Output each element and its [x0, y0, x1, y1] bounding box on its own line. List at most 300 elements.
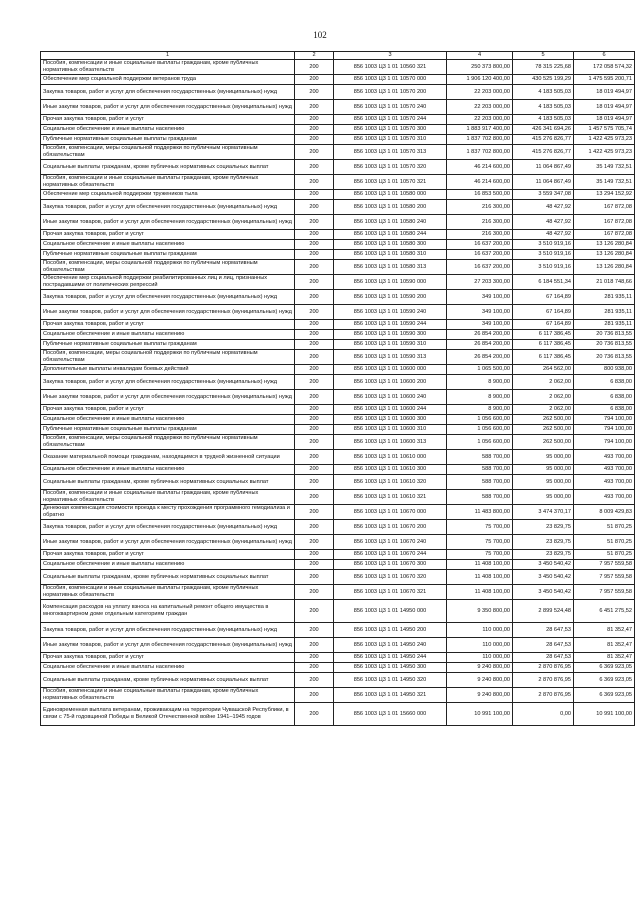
row-executed-amount: 95 000,00 — [513, 465, 574, 475]
row-name: Иные закупки товаров, работ и услуг для обеспечения государственных (муниципальных) нужд — [41, 305, 295, 320]
table-row — [41, 560, 635, 570]
row-classification-code: 856 1003 Ц3 1 01 10570 300 — [334, 125, 447, 135]
table-row — [41, 653, 635, 663]
row-approved-amount: 22 203 000,00 — [447, 85, 513, 100]
row-remaining-amount: 493 700,00 — [574, 450, 635, 465]
row-name: Социальные выплаты гражданам, кроме публичных нормативных социальных выплат — [41, 673, 295, 688]
row-executed-amount: 2 062,00 — [513, 390, 574, 405]
row-executed-amount: 28 647,53 — [513, 653, 574, 663]
table-row — [41, 75, 635, 85]
budget-table — [40, 51, 635, 726]
row-remaining-amount: 13 126 280,84 — [574, 250, 635, 260]
row-approved-amount: 26 854 200,00 — [447, 340, 513, 350]
row-classification-code: 856 1003 Ц3 1 01 10600 200 — [334, 375, 447, 390]
row-classification-code: 856 1003 Ц3 1 01 10570 321 — [334, 175, 447, 190]
table-row — [41, 638, 635, 653]
table-row — [41, 475, 635, 490]
row-line-code: 200 — [295, 250, 334, 260]
row-remaining-amount: 1 475 595 200,71 — [574, 75, 635, 85]
row-classification-code: 856 1003 Ц3 1 01 14950 320 — [334, 673, 447, 688]
row-remaining-amount: 281 935,11 — [574, 290, 635, 305]
row-classification-code: 856 1003 Ц3 1 01 10590 000 — [334, 275, 447, 290]
row-name: Пособия, компенсации и иные социальные выплаты гражданам, кроме публичных нормативных обязательств — [41, 175, 295, 190]
row-approved-amount: 1 056 600,00 — [447, 435, 513, 450]
row-line-code: 200 — [295, 240, 334, 250]
row-line-code: 200 — [295, 275, 334, 290]
row-executed-amount: 6 117 386,45 — [513, 340, 574, 350]
table-row — [41, 375, 635, 390]
row-line-code: 200 — [295, 365, 334, 375]
header-col-1: 1 — [41, 52, 295, 60]
row-remaining-amount: 51 870,25 — [574, 550, 635, 560]
row-remaining-amount: 281 935,11 — [574, 320, 635, 330]
header-col-6: 6 — [574, 52, 635, 60]
table-row — [41, 415, 635, 425]
row-classification-code: 856 1003 Ц3 1 01 10570 200 — [334, 85, 447, 100]
row-name: Пособия, компенсации и иные социальные выплаты гражданам, кроме публичных нормативных обязательств — [41, 585, 295, 600]
row-classification-code: 856 1003 Ц3 1 01 10600 310 — [334, 425, 447, 435]
row-remaining-amount: 6 369 923,05 — [574, 663, 635, 673]
row-line-code: 200 — [295, 125, 334, 135]
row-line-code: 200 — [295, 663, 334, 673]
row-executed-amount: 3 450 540,42 — [513, 570, 574, 585]
row-executed-amount: 3 510 919,16 — [513, 260, 574, 275]
row-line-code: 200 — [295, 585, 334, 600]
row-remaining-amount: 493 700,00 — [574, 465, 635, 475]
row-line-code: 200 — [295, 465, 334, 475]
row-executed-amount: 11 064 867,49 — [513, 160, 574, 175]
row-name: Социальное обеспечение и иные выплаты населению — [41, 240, 295, 250]
row-name: Публичные нормативные социальные выплаты гражданам — [41, 135, 295, 145]
table-row — [41, 703, 635, 726]
row-classification-code: 856 1003 Ц3 1 01 10570 000 — [334, 75, 447, 85]
row-remaining-amount: 18 019 494,97 — [574, 100, 635, 115]
row-name: Закупка товаров, работ и услуг для обеспечения государственных (муниципальных) нужд — [41, 200, 295, 215]
row-approved-amount: 9 240 800,00 — [447, 673, 513, 688]
row-name: Социальное обеспечение и иные выплаты населению — [41, 330, 295, 340]
row-approved-amount: 46 214 600,00 — [447, 160, 513, 175]
row-name: Пособия, компенсации, меры социальной поддержки по публичным нормативным обязательствам — [41, 350, 295, 365]
row-executed-amount: 2 062,00 — [513, 375, 574, 390]
row-line-code: 200 — [295, 435, 334, 450]
row-executed-amount: 0,00 — [513, 703, 574, 726]
row-executed-amount: 67 164,89 — [513, 305, 574, 320]
table-row — [41, 85, 635, 100]
row-approved-amount: 1 837 702 800,00 — [447, 135, 513, 145]
table-row — [41, 390, 635, 405]
row-remaining-amount: 51 870,25 — [574, 520, 635, 535]
row-approved-amount: 75 700,00 — [447, 520, 513, 535]
table-row — [41, 135, 635, 145]
row-line-code: 200 — [295, 415, 334, 425]
table-header-row — [41, 52, 635, 60]
row-line-code: 200 — [295, 115, 334, 125]
row-executed-amount: 262 500,00 — [513, 415, 574, 425]
row-executed-amount: 262 500,00 — [513, 425, 574, 435]
row-executed-amount: 4 183 505,03 — [513, 85, 574, 100]
table-row — [41, 425, 635, 435]
row-approved-amount: 46 214 600,00 — [447, 175, 513, 190]
table-row — [41, 673, 635, 688]
row-classification-code: 856 1003 Ц3 1 01 10590 200 — [334, 290, 447, 305]
row-classification-code: 856 1003 Ц3 1 01 10600 300 — [334, 415, 447, 425]
table-row — [41, 275, 635, 290]
row-executed-amount: 95 000,00 — [513, 475, 574, 490]
row-approved-amount: 349 100,00 — [447, 320, 513, 330]
row-line-code: 200 — [295, 535, 334, 550]
row-remaining-amount: 20 736 813,55 — [574, 350, 635, 365]
row-remaining-amount: 20 736 813,55 — [574, 330, 635, 340]
row-line-code: 200 — [295, 340, 334, 350]
table-row — [41, 550, 635, 560]
row-remaining-amount: 167 872,08 — [574, 215, 635, 230]
row-remaining-amount: 794 100,00 — [574, 425, 635, 435]
row-line-code: 200 — [295, 505, 334, 520]
row-remaining-amount: 6 369 923,05 — [574, 673, 635, 688]
row-line-code: 200 — [295, 475, 334, 490]
row-executed-amount: 23 829,75 — [513, 550, 574, 560]
row-executed-amount: 4 183 505,03 — [513, 115, 574, 125]
row-executed-amount: 28 647,53 — [513, 638, 574, 653]
row-executed-amount: 415 276 826,77 — [513, 135, 574, 145]
row-name: Иные закупки товаров, работ и услуг для обеспечения государственных (муниципальных) нужд — [41, 638, 295, 653]
table-row — [41, 490, 635, 505]
row-classification-code: 856 1003 Ц3 1 01 10570 313 — [334, 145, 447, 160]
row-classification-code: 856 1003 Ц3 1 01 10600 240 — [334, 390, 447, 405]
row-remaining-amount: 794 100,00 — [574, 415, 635, 425]
row-name: Закупка товаров, работ и услуг для обеспечения государственных (муниципальных) нужд — [41, 520, 295, 535]
row-executed-amount: 3 510 919,16 — [513, 250, 574, 260]
row-remaining-amount: 493 700,00 — [574, 490, 635, 505]
row-remaining-amount: 13 126 280,84 — [574, 240, 635, 250]
row-approved-amount: 588 700,00 — [447, 490, 513, 505]
row-line-code: 200 — [295, 145, 334, 160]
row-remaining-amount: 800 938,00 — [574, 365, 635, 375]
row-approved-amount: 250 373 800,00 — [447, 60, 513, 75]
row-classification-code: 856 1003 Ц3 1 01 10590 300 — [334, 330, 447, 340]
row-name: Социальные выплаты гражданам, кроме публичных нормативных социальных выплат — [41, 160, 295, 175]
row-executed-amount: 48 427,92 — [513, 215, 574, 230]
row-executed-amount: 3 559 347,08 — [513, 190, 574, 200]
row-classification-code: 856 1003 Ц3 1 01 10610 321 — [334, 490, 447, 505]
row-name: Компенсация расходов на уплату взноса на капитальный ремонт общего имущества в многоквартирном доме отдельным категориям граждан — [41, 600, 295, 623]
row-line-code: 200 — [295, 330, 334, 340]
row-line-code: 200 — [295, 230, 334, 240]
row-name: Иные закупки товаров, работ и услуг для обеспечения государственных (муниципальных) нужд — [41, 390, 295, 405]
row-classification-code: 856 1003 Ц3 1 01 10670 321 — [334, 585, 447, 600]
header-col-4: 4 — [447, 52, 513, 60]
row-line-code: 200 — [295, 375, 334, 390]
row-executed-amount: 2 870 876,95 — [513, 688, 574, 703]
row-classification-code: 856 1003 Ц3 1 01 10670 240 — [334, 535, 447, 550]
row-line-code: 200 — [295, 190, 334, 200]
row-classification-code: 856 1003 Ц3 1 01 14950 000 — [334, 600, 447, 623]
row-executed-amount: 3 474 370,17 — [513, 505, 574, 520]
row-executed-amount: 95 000,00 — [513, 490, 574, 505]
table-row — [41, 260, 635, 275]
row-approved-amount: 75 700,00 — [447, 550, 513, 560]
table-row — [41, 115, 635, 125]
table-row — [41, 125, 635, 135]
row-name: Пособия, компенсации, меры социальной поддержки по публичным нормативным обязательствам — [41, 260, 295, 275]
row-classification-code: 856 1003 Ц3 1 01 10570 244 — [334, 115, 447, 125]
row-line-code: 200 — [295, 350, 334, 365]
table-row — [41, 290, 635, 305]
row-remaining-amount: 172 058 574,32 — [574, 60, 635, 75]
row-approved-amount: 110 000,00 — [447, 638, 513, 653]
row-remaining-amount: 6 451 275,52 — [574, 600, 635, 623]
row-executed-amount: 2 870 876,95 — [513, 663, 574, 673]
row-remaining-amount: 13 294 152,92 — [574, 190, 635, 200]
row-name: Пособия, компенсации и иные социальные выплаты гражданам, кроме публичных нормативных обязательств — [41, 688, 295, 703]
row-approved-amount: 1 056 600,00 — [447, 425, 513, 435]
row-remaining-amount: 13 126 280,84 — [574, 260, 635, 275]
row-name: Публичные нормативные социальные выплаты гражданам — [41, 425, 295, 435]
row-executed-amount: 28 647,53 — [513, 623, 574, 638]
row-approved-amount: 10 991 100,00 — [447, 703, 513, 726]
row-line-code: 200 — [295, 638, 334, 653]
row-line-code: 200 — [295, 60, 334, 75]
row-remaining-amount: 51 870,25 — [574, 535, 635, 550]
row-remaining-amount: 18 019 494,97 — [574, 85, 635, 100]
row-remaining-amount: 167 872,08 — [574, 200, 635, 215]
row-name: Социальное обеспечение и иные выплаты населению — [41, 125, 295, 135]
row-classification-code: 856 1003 Ц3 1 01 10570 240 — [334, 100, 447, 115]
table-row — [41, 365, 635, 375]
row-classification-code: 856 1003 Ц3 1 01 10610 300 — [334, 465, 447, 475]
row-classification-code: 856 1003 Ц3 1 01 10590 240 — [334, 305, 447, 320]
table-row — [41, 175, 635, 190]
row-executed-amount: 2 870 876,95 — [513, 673, 574, 688]
table-row — [41, 320, 635, 330]
row-remaining-amount: 81 352,47 — [574, 653, 635, 663]
row-approved-amount: 1 837 702 800,00 — [447, 145, 513, 160]
row-approved-amount: 1 056 600,00 — [447, 415, 513, 425]
table-row — [41, 405, 635, 415]
row-classification-code: 856 1003 Ц3 1 01 10570 310 — [334, 135, 447, 145]
row-approved-amount: 216 300,00 — [447, 215, 513, 230]
row-name: Единовременная выплата ветеранам, проживающим на территории Чувашской Республики, в связи с 75-й годовщиной Победы в Великой Отечественной войне 1941–1945 годов — [41, 703, 295, 726]
row-executed-amount: 67 164,89 — [513, 290, 574, 305]
row-line-code: 200 — [295, 200, 334, 215]
table-row — [41, 160, 635, 175]
row-remaining-amount: 81 352,47 — [574, 623, 635, 638]
row-executed-amount: 48 427,92 — [513, 230, 574, 240]
row-approved-amount: 1 883 917 400,00 — [447, 125, 513, 135]
table-row — [41, 465, 635, 475]
row-remaining-amount: 21 018 748,66 — [574, 275, 635, 290]
row-approved-amount: 216 300,00 — [447, 200, 513, 215]
row-name: Пособия, компенсации и иные социальные выплаты гражданам, кроме публичных нормативных обязательств — [41, 60, 295, 75]
row-classification-code: 856 1003 Ц3 1 01 10570 320 — [334, 160, 447, 175]
row-line-code: 200 — [295, 550, 334, 560]
table-row — [41, 250, 635, 260]
row-approved-amount: 349 100,00 — [447, 305, 513, 320]
row-approved-amount: 8 900,00 — [447, 390, 513, 405]
row-name: Прочая закупка товаров, работ и услуг — [41, 653, 295, 663]
row-name: Прочая закупка товаров, работ и услуг — [41, 115, 295, 125]
row-line-code: 200 — [295, 490, 334, 505]
table-row — [41, 663, 635, 673]
row-executed-amount: 4 183 505,03 — [513, 100, 574, 115]
row-name: Социальные выплаты гражданам, кроме публичных нормативных социальных выплат — [41, 475, 295, 490]
table-row — [41, 535, 635, 550]
row-executed-amount: 6 117 386,45 — [513, 330, 574, 340]
row-classification-code: 856 1003 Ц3 1 01 10610 320 — [334, 475, 447, 490]
row-executed-amount: 23 829,75 — [513, 535, 574, 550]
row-approved-amount: 8 900,00 — [447, 405, 513, 415]
row-classification-code: 856 1003 Ц3 1 01 14950 200 — [334, 623, 447, 638]
row-approved-amount: 588 700,00 — [447, 465, 513, 475]
row-name: Публичные нормативные социальные выплаты гражданам — [41, 340, 295, 350]
row-classification-code: 856 1003 Ц3 1 01 10590 310 — [334, 340, 447, 350]
row-remaining-amount: 18 019 494,97 — [574, 115, 635, 125]
row-name: Социальное обеспечение и иные выплаты населению — [41, 465, 295, 475]
table-row — [41, 305, 635, 320]
row-classification-code: 856 1003 Ц3 1 01 10580 240 — [334, 215, 447, 230]
row-remaining-amount: 6 838,00 — [574, 405, 635, 415]
row-approved-amount: 11 483 800,00 — [447, 505, 513, 520]
row-executed-amount: 6 117 386,45 — [513, 350, 574, 365]
row-name: Закупка товаров, работ и услуг для обеспечения государственных (муниципальных) нужд — [41, 623, 295, 638]
row-name: Закупка товаров, работ и услуг для обеспечения государственных (муниципальных) нужд — [41, 290, 295, 305]
row-name: Прочая закупка товаров, работ и услуг — [41, 550, 295, 560]
row-approved-amount: 349 100,00 — [447, 290, 513, 305]
table-row — [41, 585, 635, 600]
row-name: Оказание материальной помощи гражданам, находящимся в трудной жизненной ситуации — [41, 450, 295, 465]
table-row — [41, 623, 635, 638]
row-classification-code: 856 1003 Ц3 1 01 15660 000 — [334, 703, 447, 726]
row-classification-code: 856 1003 Ц3 1 01 14950 244 — [334, 653, 447, 663]
row-executed-amount: 264 562,00 — [513, 365, 574, 375]
table-row — [41, 230, 635, 240]
table-row — [41, 60, 635, 75]
row-classification-code: 856 1003 Ц3 1 01 10600 244 — [334, 405, 447, 415]
table-row — [41, 450, 635, 465]
row-line-code: 200 — [295, 100, 334, 115]
row-classification-code: 856 1003 Ц3 1 01 10580 200 — [334, 200, 447, 215]
row-line-code: 200 — [295, 520, 334, 535]
row-name: Прочая закупка товаров, работ и услуг — [41, 230, 295, 240]
row-approved-amount: 75 700,00 — [447, 535, 513, 550]
row-line-code: 200 — [295, 600, 334, 623]
row-line-code: 200 — [295, 135, 334, 145]
table-row — [41, 200, 635, 215]
row-executed-amount: 2 899 524,48 — [513, 600, 574, 623]
row-line-code: 200 — [295, 215, 334, 230]
row-executed-amount: 6 184 551,34 — [513, 275, 574, 290]
row-remaining-amount: 794 100,00 — [574, 435, 635, 450]
row-executed-amount: 426 341 694,26 — [513, 125, 574, 135]
row-executed-amount: 3 450 540,42 — [513, 560, 574, 570]
row-classification-code: 856 1003 Ц3 1 01 10600 000 — [334, 365, 447, 375]
table-row — [41, 435, 635, 450]
row-remaining-amount: 10 991 100,00 — [574, 703, 635, 726]
row-approved-amount: 9 240 800,00 — [447, 688, 513, 703]
row-approved-amount: 22 203 000,00 — [447, 100, 513, 115]
row-remaining-amount: 1 422 425 973,23 — [574, 135, 635, 145]
table-row — [41, 100, 635, 115]
page-number: 102 — [313, 30, 327, 40]
row-line-code: 200 — [295, 688, 334, 703]
table-row — [41, 350, 635, 365]
row-name: Иные закупки товаров, работ и услуг для обеспечения государственных (муниципальных) нужд — [41, 535, 295, 550]
row-classification-code: 856 1003 Ц3 1 01 10580 313 — [334, 260, 447, 275]
row-classification-code: 856 1003 Ц3 1 01 10670 000 — [334, 505, 447, 520]
row-line-code: 200 — [295, 390, 334, 405]
row-line-code: 200 — [295, 260, 334, 275]
row-remaining-amount: 6 838,00 — [574, 390, 635, 405]
row-remaining-amount: 1 422 425 973,23 — [574, 145, 635, 160]
row-classification-code: 856 1003 Ц3 1 01 10580 300 — [334, 240, 447, 250]
row-name: Прочая закупка товаров, работ и услуг — [41, 320, 295, 330]
row-line-code: 200 — [295, 305, 334, 320]
table-row — [41, 340, 635, 350]
row-approved-amount: 110 000,00 — [447, 653, 513, 663]
row-name: Социальное обеспечение и иные выплаты населению — [41, 415, 295, 425]
row-name: Социальное обеспечение и иные выплаты населению — [41, 663, 295, 673]
table-row — [41, 570, 635, 585]
row-name: Обеспечение мер социальной поддержки реабилитированных лиц и лиц, признанных пострадавшими от политических репрессий — [41, 275, 295, 290]
row-executed-amount: 262 500,00 — [513, 435, 574, 450]
row-approved-amount: 110 000,00 — [447, 623, 513, 638]
row-approved-amount: 26 854 200,00 — [447, 350, 513, 365]
row-name: Пособия, компенсации, меры социальной поддержки по публичным нормативным обязательствам — [41, 145, 295, 160]
row-executed-amount: 415 276 826,77 — [513, 145, 574, 160]
row-name: Иные закупки товаров, работ и услуг для обеспечения государственных (муниципальных) нужд — [41, 100, 295, 115]
row-approved-amount: 16 637 200,00 — [447, 260, 513, 275]
row-remaining-amount: 1 457 575 705,74 — [574, 125, 635, 135]
row-classification-code: 856 1003 Ц3 1 01 10580 000 — [334, 190, 447, 200]
row-name: Закупка товаров, работ и услуг для обеспечения государственных (муниципальных) нужд — [41, 85, 295, 100]
row-name: Иные закупки товаров, работ и услуг для обеспечения государственных (муниципальных) нужд — [41, 215, 295, 230]
row-classification-code: 856 1003 Ц3 1 01 10590 313 — [334, 350, 447, 365]
row-remaining-amount: 7 957 559,58 — [574, 570, 635, 585]
row-line-code: 200 — [295, 175, 334, 190]
row-remaining-amount: 6 838,00 — [574, 375, 635, 390]
row-classification-code: 856 1003 Ц3 1 01 10670 300 — [334, 560, 447, 570]
table-row — [41, 215, 635, 230]
row-approved-amount: 1 906 120 400,00 — [447, 75, 513, 85]
row-executed-amount: 95 000,00 — [513, 450, 574, 465]
row-name: Закупка товаров, работ и услуг для обеспечения государственных (муниципальных) нужд — [41, 375, 295, 390]
row-name: Дополнительные выплаты инвалидам боевых действий — [41, 365, 295, 375]
row-remaining-amount: 6 369 923,05 — [574, 688, 635, 703]
table-row — [41, 600, 635, 623]
row-approved-amount: 1 065 500,00 — [447, 365, 513, 375]
header-col-5: 5 — [513, 52, 574, 60]
row-line-code: 200 — [295, 290, 334, 305]
row-executed-amount: 11 064 867,49 — [513, 175, 574, 190]
table-row — [41, 505, 635, 520]
row-remaining-amount: 7 957 559,58 — [574, 560, 635, 570]
row-executed-amount: 23 829,75 — [513, 520, 574, 535]
row-approved-amount: 16 637 200,00 — [447, 250, 513, 260]
row-approved-amount: 11 408 100,00 — [447, 585, 513, 600]
row-line-code: 200 — [295, 450, 334, 465]
row-approved-amount: 9 350 800,00 — [447, 600, 513, 623]
row-name: Обеспечение мер социальной поддержки тружеников тыла — [41, 190, 295, 200]
row-executed-amount: 78 315 225,68 — [513, 60, 574, 75]
row-remaining-amount: 35 149 732,51 — [574, 160, 635, 175]
row-line-code: 200 — [295, 623, 334, 638]
row-approved-amount: 588 700,00 — [447, 475, 513, 490]
row-line-code: 200 — [295, 425, 334, 435]
row-classification-code: 856 1003 Ц3 1 01 14950 300 — [334, 663, 447, 673]
row-remaining-amount: 167 872,08 — [574, 230, 635, 240]
row-executed-amount: 48 427,92 — [513, 200, 574, 215]
row-classification-code: 856 1003 Ц3 1 01 10670 200 — [334, 520, 447, 535]
